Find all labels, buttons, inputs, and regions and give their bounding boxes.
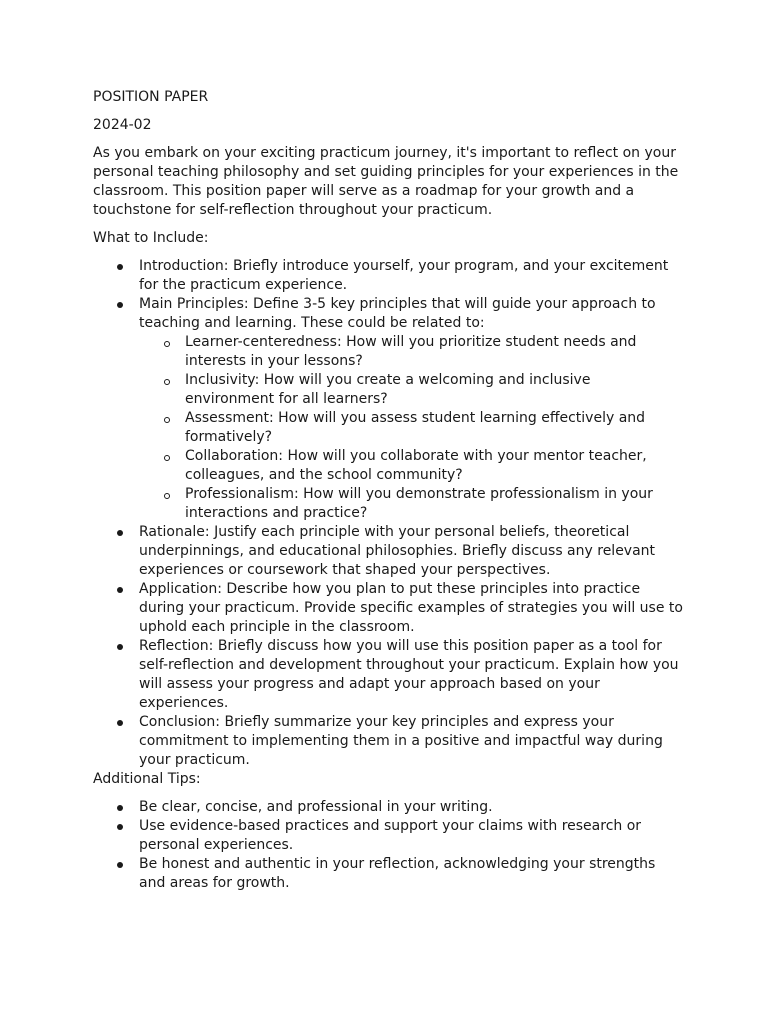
- list-item: Be honest and authentic in your reflection, acknowledging your strengths and areas for growth.: [93, 855, 683, 893]
- sublist-item: Learner-centeredness: How will you prioritize student needs and interests in your lessons?: [139, 333, 683, 371]
- what-to-include-heading: What to Include:: [93, 230, 209, 246]
- principles-sublist: [139, 333, 683, 523]
- reflection-item: Reflection: Briefly discuss how you will use this position paper as a tool for self-reflection and development throughout your practicum. Explain how you will assess your progress and adapt your approach based on your experiences.: [139, 638, 679, 711]
- list-item: Be clear, concise, and professional in your writing.: [93, 798, 683, 817]
- rationale-item: Rationale: Justify each principle with your personal beliefs, theoretical underpinnings, and educational philosophies. Briefly discuss any relevant experiences or coursework that shaped your perspectives.: [139, 524, 656, 578]
- what-to-include-list: [93, 257, 683, 770]
- sublist-item: Professionalism: How will you demonstrate professionalism in your interactions and practice?: [139, 485, 683, 523]
- list-item: [93, 257, 683, 295]
- main-principles-item: Main Principles: Define 3-5 key principles that will guide your approach to teaching and learning. These could be related to:: [139, 296, 656, 331]
- document-body: [93, 88, 683, 893]
- list-item: [93, 580, 683, 637]
- intro-paragraph: As you embark on your exciting practicum journey, it's important to reflect on your personal teaching philosophy and set guiding principles for your experiences in the classroom. This position paper will serve as a roadmap for your growth and a touchstone for self-reflection throughout your practicum.: [93, 145, 679, 218]
- list-item: [93, 713, 683, 770]
- sublist-item: Inclusivity: How will you create a welcoming and inclusive environment for all learners?: [139, 371, 683, 409]
- sublist-item: Assessment: How will you assess student learning effectively and formatively?: [139, 409, 683, 447]
- list-item: Use evidence-based practices and support your claims with research or personal experiences.: [93, 817, 683, 855]
- introduction-item: Introduction: Briefly introduce yourself, your program, and your excitement for the practicum experience.: [139, 258, 669, 293]
- additional-tips-heading: Additional Tips:: [93, 771, 201, 787]
- application-item: Application: Describe how you plan to put these principles into practice during your practicum. Provide specific examples of strategies you will use to uphold each principle in the classroom.: [139, 581, 683, 635]
- list-item: [93, 295, 683, 523]
- document-date: 2024-02: [93, 117, 152, 133]
- list-item: [93, 637, 683, 713]
- additional-tips-list: [93, 798, 683, 893]
- document-title: POSITION PAPER: [93, 89, 209, 105]
- list-item: [93, 523, 683, 580]
- sublist-item: Collaboration: How will you collaborate with your mentor teacher, colleagues, and the school community?: [139, 447, 683, 485]
- conclusion-item: Conclusion: Briefly summarize your key principles and express your commitment to implementing them in a positive and impactful way during your practicum.: [139, 714, 663, 768]
